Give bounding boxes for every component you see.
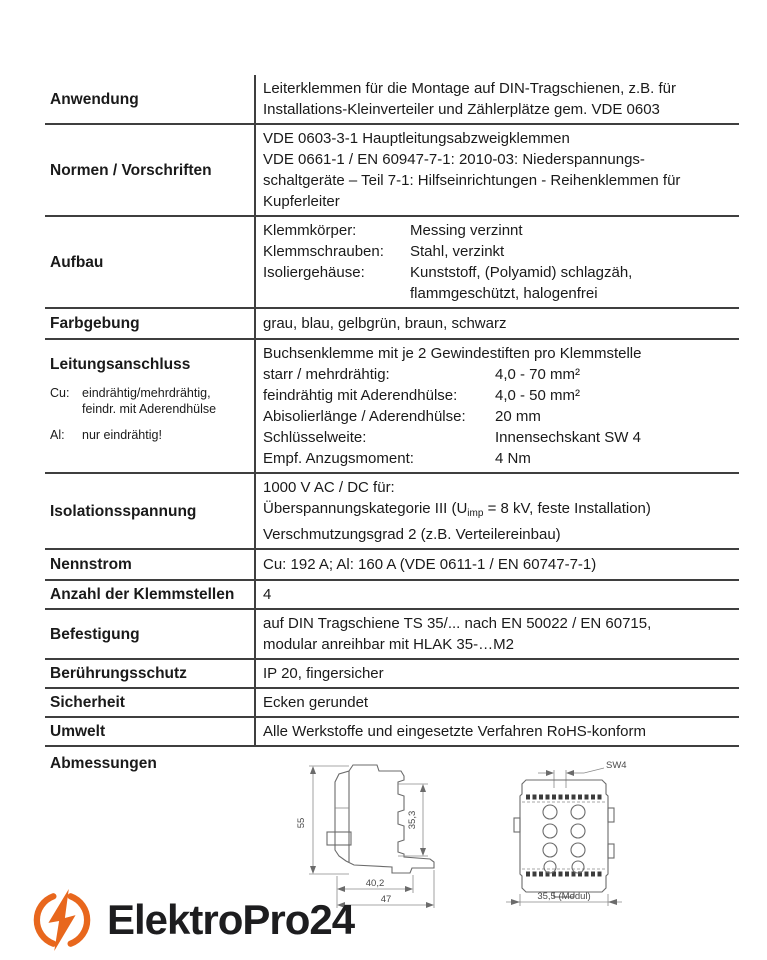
aufbau-pair: Klemmkörper: Messing verzinnt bbox=[263, 222, 523, 239]
row-label-isolationsspannung: Isolationsspannung bbox=[50, 502, 197, 520]
dim-sw4: SW4 bbox=[606, 760, 627, 771]
row-value-anwendung: Leiterklemmen für die Montage auf DIN-Tragschienen, z.B. für Installations-Kleinverteiler und Zählerplätze gem. VDE 0603 bbox=[263, 80, 676, 118]
row-label-anwendung: Anwendung bbox=[50, 90, 139, 108]
row-label-farbgebung: Farbgebung bbox=[50, 315, 140, 332]
row-value-isolationsspannung: 1000 V AC / DC für: Überspannungskategorie III ($U_{imp} = 8$ kV, feste Installation) Verschmutzungsgrad 2 (z.B. Verteilereinbau) bbox=[256, 474, 739, 548]
dim-35-5-modul: 35,5 (Modul) bbox=[537, 891, 591, 902]
leitungsanschluss-pair: starr / mehrdrähtig: 4,0 - 70 mm² bbox=[263, 366, 581, 383]
table-row-nennstrom bbox=[45, 550, 739, 581]
brand-name: ElektroPro24 bbox=[107, 896, 355, 943]
brand-logo bbox=[30, 888, 354, 952]
table-row-isolationsspannung bbox=[45, 474, 739, 550]
row-value-sicherheit: Ecken gerundet bbox=[263, 694, 369, 711]
leitungsanschluss-intro: Buchsenklemme mit je 2 Gewindestiften pro Klemmstelle bbox=[263, 345, 642, 362]
dim-55: 55 bbox=[296, 817, 307, 829]
dim-40-2: 40,2 bbox=[365, 878, 385, 889]
row-value-farbgebung: grau, blau, gelbgrün, braun, schwarz bbox=[263, 315, 507, 332]
table-row-anwendung bbox=[45, 75, 739, 125]
table-row-leitungsanschluss bbox=[45, 340, 739, 474]
row-label-beruehrungsschutz: Berührungsschutz bbox=[50, 665, 187, 682]
row-label-sicherheit: Sicherheit bbox=[50, 694, 125, 711]
table-row-aufbau bbox=[45, 217, 739, 309]
spec-table bbox=[45, 75, 739, 917]
lightning-bolt-icon bbox=[30, 888, 94, 952]
row-value-beruehrungsschutz: IP 20, fingersicher bbox=[263, 665, 384, 682]
leitungsanschluss-pair: Abisolierlänge / Aderendhülse: 20 mm bbox=[263, 408, 541, 425]
note-cu: Cu: eindrähtig/mehrdrähtig, feindr. mit Aderendhülse bbox=[50, 386, 217, 416]
table-row-umwelt bbox=[45, 718, 739, 747]
row-label-befestigung: Befestigung bbox=[50, 625, 140, 643]
row-value-umwelt: Alle Werkstoffe und eingesetzte Verfahren RoHS-konform bbox=[263, 723, 646, 740]
row-label-leitungsanschluss: Leitungsanschluss bbox=[50, 356, 191, 373]
row-value-leitungsanschluss bbox=[256, 340, 739, 472]
row-label-aufbau: Aufbau bbox=[50, 253, 104, 271]
table-row-befestigung bbox=[45, 610, 739, 660]
leitungsanschluss-pair: feindrähtig mit Aderendhülse: 4,0 - 50 mm² bbox=[263, 387, 581, 404]
dim-35-3: 35,3 bbox=[407, 810, 418, 830]
row-label-anzahl: Anzahl der Klemmstellen bbox=[50, 586, 235, 603]
table-row-farbgebung bbox=[45, 309, 739, 340]
row-value-aufbau bbox=[256, 217, 739, 307]
row-label-abmessungen: Abmessungen bbox=[50, 755, 157, 772]
row-value-nennstrom: Cu: 192 A; Al: 160 A (VDE 0611-1 / EN 60747-7-1) bbox=[263, 556, 597, 573]
row-label-umwelt: Umwelt bbox=[50, 723, 106, 740]
leitungsanschluss-notes bbox=[50, 385, 250, 453]
table-row-beruehrungsschutz bbox=[45, 660, 739, 689]
note-al: Al: nur eindrähtig! bbox=[50, 428, 162, 442]
row-value-befestigung: auf DIN Tragschiene TS 35/... nach EN 50022 / EN 60715, modular anreihbar mit HLAK 35-…M2 bbox=[263, 615, 652, 653]
table-row-normen bbox=[45, 125, 739, 217]
row-label-nennstrom: Nennstrom bbox=[50, 556, 132, 573]
table-row-sicherheit bbox=[45, 689, 739, 718]
aufbau-pair: Isoliergehäuse: Kunststoff, (Polyamid) schlagzäh, bbox=[263, 264, 633, 281]
row-value-anzahl: 4 bbox=[263, 586, 272, 603]
row-label-normen: Normen / Vorschriften bbox=[50, 161, 212, 179]
aufbau-pair: Klemmschrauben: Stahl, verzinkt bbox=[263, 243, 505, 260]
leitungsanschluss-pair: Empf. Anzugsmoment: 4 Nm bbox=[263, 450, 531, 467]
dim-47: 47 bbox=[380, 894, 392, 905]
table-row-anzahl bbox=[45, 581, 739, 610]
leitungsanschluss-pair: Schlüsselweite: Innensechskant SW 4 bbox=[263, 429, 641, 446]
uimp-subscript: imp bbox=[467, 508, 484, 519]
front-view-drawing bbox=[500, 756, 632, 914]
row-value-normen: VDE 0603-3-1 Hauptleitungsabzweigklemmen VDE 0661-1 / EN 60947-7-1: 2010-03: Niederspannungs- schaltgeräte – Teil 7-1: Hilfseinrichtungen - Reihenklemmen für Kupferleiter bbox=[263, 130, 681, 210]
aufbau-pair: flammgeschützt, halogenfrei bbox=[410, 285, 598, 302]
isolation-line-uimp: Überspannungskategorie III ($U_{imp} = 8$ kV, feste Installation) bbox=[263, 500, 651, 519]
